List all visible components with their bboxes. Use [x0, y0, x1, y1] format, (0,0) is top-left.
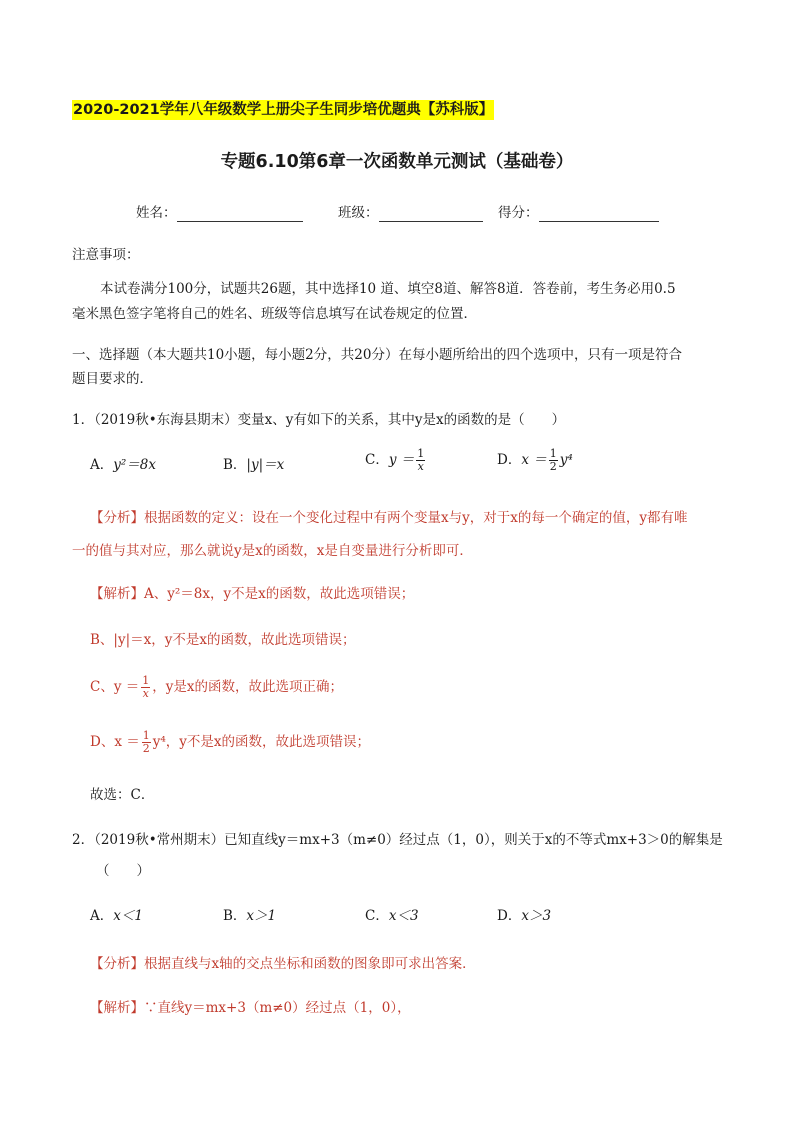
- q1-option-d: D．x ＝ $\frac{1}{2}$ y⁴: [497, 447, 573, 473]
- q1-option-a: A．y²＝8x: [90, 457, 156, 473]
- series-banner: 2020-2021学年八年级数学上册尖子生同步培优题典【苏科版】: [73, 102, 494, 118]
- score-label: 得分：: [498, 205, 539, 221]
- q2-option-c: C．x＜3: [365, 908, 419, 924]
- name-blank[interactable]: [177, 207, 303, 222]
- notice-line-2: 毫米黑色签字笔将自己的姓名、班级等信息填写在试卷规定的位置．: [72, 306, 477, 322]
- q2-option-a: A．x＜1: [90, 908, 143, 924]
- notice-line-1: 本试卷满分100分，试题共26题，其中选择10 道、填空8道、解答8道．答卷前，考生务必用0.5: [100, 281, 676, 297]
- q1-solution-b: B、|y|＝x，y不是x的函数，故此选项错误；: [90, 632, 356, 648]
- q2-option-b: B．x＞1: [223, 908, 277, 924]
- section1-line-1: 一、选择题（本大题共10小题，每小题2分，共20分）在每小题所给出的四个选项中，只有一项是符合: [72, 347, 682, 363]
- q1-solution-a: 【解析】A、y²＝8x，y不是x的函数，故此选项错误；: [90, 586, 415, 602]
- score-field[interactable]: [498, 204, 659, 222]
- class-blank[interactable]: [379, 207, 483, 222]
- q1-stem: 1．（2019秋•东海县期末）变量x、y有如下的关系，其中y是x的函数的是（ ）: [72, 412, 566, 428]
- q2-solution-line-1: 【解析】∵直线y＝mx+3（m≠0）经过点（1，0），: [90, 1000, 411, 1016]
- q1-analysis-line-2: 一的值与其对应，那么就说y是x的函数，x是自变量进行分析即可．: [72, 543, 473, 559]
- q2-analysis: 【分析】根据直线与x轴的交点坐标和函数的图象即可求出答案．: [90, 956, 476, 972]
- name-label: 姓名：: [136, 205, 177, 221]
- class-field[interactable]: [338, 204, 483, 222]
- q2-option-d: D．x＞3: [497, 908, 552, 924]
- q1-answer: 故选：C．: [90, 787, 155, 803]
- q2-stem-bracket: （ ）: [96, 863, 150, 879]
- score-blank[interactable]: [539, 207, 659, 222]
- q2-stem: 2．（2019秋•常州期末）已知直线y＝mx+3（m≠0）经过点（1，0），则关于x的不等式mx+3＞0的解集是: [72, 832, 723, 848]
- q1-solution-d: D、x ＝ $\frac{1}{2}$ y⁴，y不是x的函数，故此选项错误；: [90, 729, 371, 755]
- notice-heading: 注意事项：: [72, 247, 140, 263]
- name-field[interactable]: [136, 204, 303, 222]
- q1-solution-c: C、y ＝ $\frac{1}{x}$ ，y是x的函数，故此选项正确；: [90, 674, 343, 700]
- q1-option-c: C．y ＝ $\frac{1}{x}$: [365, 447, 425, 473]
- q1-analysis-line-1: 【分析】根据函数的定义：设在一个变化过程中有两个变量x与y，对于x的每一个确定的值，y都有唯: [90, 510, 688, 526]
- class-label: 班级：: [338, 205, 379, 221]
- section1-line-2: 题目要求的．: [72, 371, 153, 387]
- q1-option-b: B．|y|＝x: [223, 457, 285, 473]
- page-title: 专题6.10第6章一次函数单元测试（基础卷）: [220, 152, 574, 172]
